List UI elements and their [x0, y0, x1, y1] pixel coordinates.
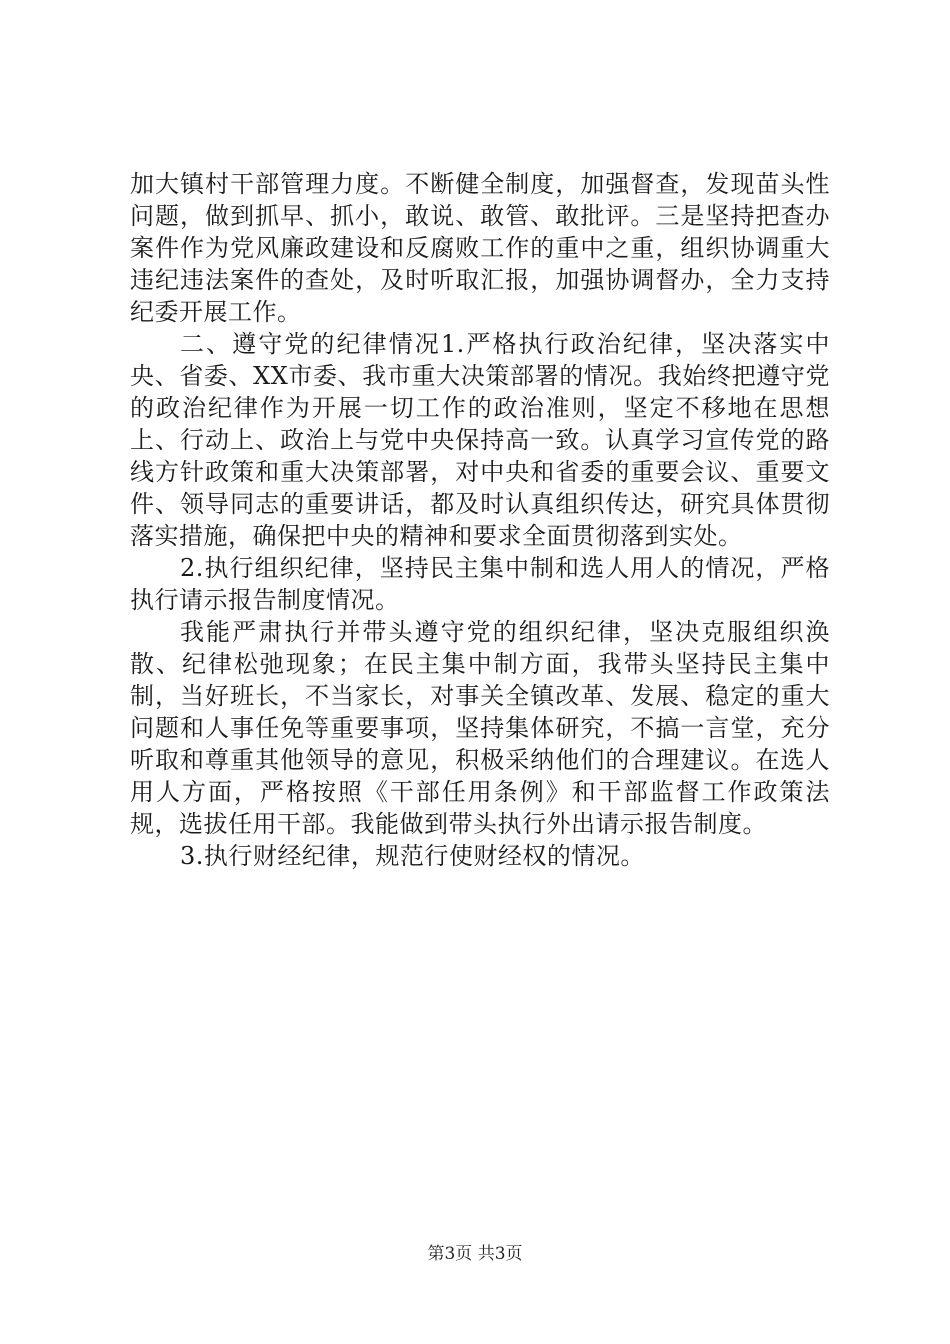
page-number: 第3页 共3页: [427, 1244, 523, 1264]
paragraph-organizational-discipline-heading: 2.执行组织纪律，坚持民主集中制和选人用人的情况，严格执行请示报告制度情况。: [130, 554, 830, 614]
paragraph-financial-discipline-heading: 3.执行财经纪律，规范行使财经权的情况。: [180, 842, 645, 870]
paragraph-continuation: 加大镇村干部管理力度。不断健全制度，加强督查，发现苗头性问题，做到抓早、抓小，敢说、敢管、敢批评。三是坚持把查办案件作为党风廉政建设和反腐败工作的重中之重，组织协调重大违纪违法案件的查处，及时听取汇报，加强协调督办，全力支持纪委开展工作。: [130, 170, 830, 326]
document-body: [130, 168, 830, 872]
page-footer: [0, 1242, 950, 1266]
paragraph-political-discipline: 二、遵守党的纪律情况1.严格执行政治纪律，坚决落实中央、省委、XX市委、我市重大决策部署的情况。我始终把遵守党的政治纪律作为开展一切工作的政治准则，坚定不移地在思想上、行动上、政治上与党中央保持高一致。认真学习宣传党的路线方针政策和重大决策部署，对中央和省委的重要会议、重要文件、领导同志的重要讲话，都及时认真组织传达，研究具体贯彻落实措施，确保把中央的精神和要求全面贯彻落到实处。: [130, 330, 830, 550]
paragraph-organizational-discipline: 我能严肃执行并带头遵守党的组织纪律，坚决克服组织涣散、纪律松弛现象；在民主集中制方面，我带头坚持民主集中制，当好班长，不当家长，对事关全镇改革、发展、稳定的重大问题和人事任免等重要事项，坚持集体研究，不搞一言堂，充分听取和尊重其他领导的意见，积极采纳他们的合理建议。在选人用人方面，严格按照《干部任用条例》和干部监督工作政策法规，选拔任用干部。我能做到带头执行外出请示报告制度。: [130, 618, 830, 838]
